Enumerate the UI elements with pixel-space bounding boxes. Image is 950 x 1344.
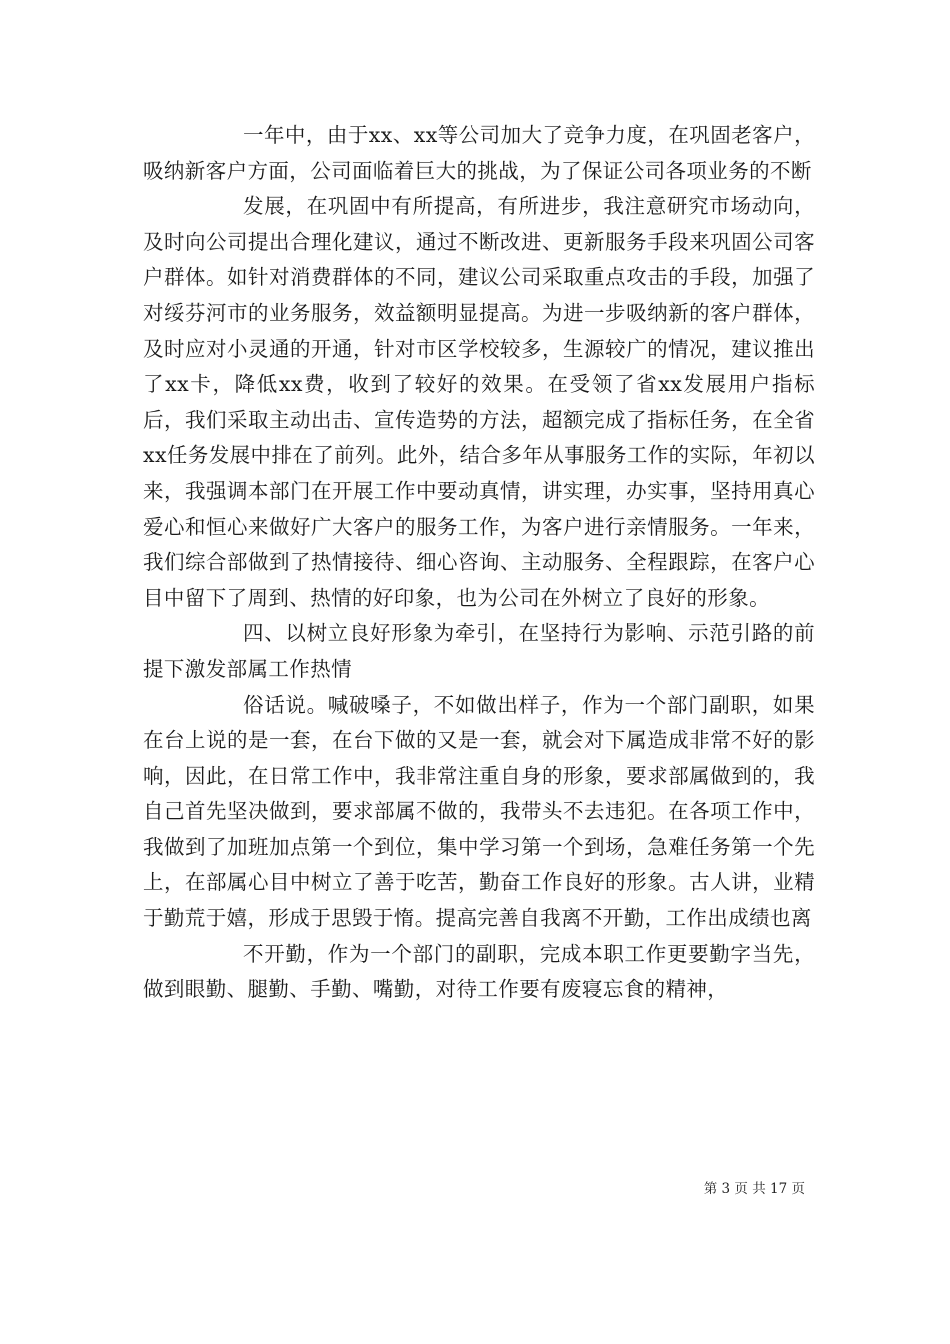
- section-heading: 四、以树立良好形象为牵引，在坚持行为影响、示范引路的前提下激发部属工作热情: [143, 621, 815, 681]
- paragraph: 发展，在巩固中有所提高，有所进步，我注意研究市场动向，及时向公司提出合理化建议，通过不断改进、更新服务手段来巩固公司客户群体。如针对消费群体的不同，建议公司采取重点攻击的手段，加强了对绥芬河市的业务服务，效益额明显提高。为进一步吸纳新的客户群体，及时应对小灵通的开通，针对市区学校较多，生源较广的情况，建议推出了xx卡，降低xx费，收到了较好的效果。在受领了省xx发展用户指标后，我们采取主动出击、宣传造势的方法，超额完成了指标任务，在全省xx任务发展中排在了前列。此外，结合多年从事服务工作的实际，年初以来，我强调本部门在开展工作中要动真情，讲实理，办实事，坚持用真心爱心和恒心来做好广大客户的服务工作，为客户进行亲情服务。一年来，我们综合部做到了热情接待、细心咨询、主动服务、全程跟踪，在客户心目中留下了周到、热情的好印象，也为公司在外树立了良好的形象。: [143, 194, 815, 610]
- paragraph: 不开勤，作为一个部门的副职，完成本职工作更要勤字当先，做到眼勤、腿勤、手勤、嘴勤，对待工作要有废寝忘食的精神，: [143, 941, 815, 1002]
- document-body: [143, 118, 815, 1008]
- paragraph: 俗话说。喊破嗓子，不如做出样子，作为一个部门副职，如果在台上说的是一套，在台下做的又是一套，就会对下属造成非常不好的影响，因此，在日常工作中，我非常注重自身的形象，要求部属做到的，我自己首先坚决做到，要求部属不做的，我带头不去违犯。在各项工作中，我做到了加班加点第一个到位，集中学习第一个到场，急难任务第一个先上，在部属心目中树立了善于吃苦，勤奋工作良好的形象。古人讲，业精于勤荒于嬉，形成于思毁于惰。提高完善自我离不开勤，工作出成绩也离: [143, 692, 815, 931]
- page-number: 第 3 页 共 17 页: [703, 1181, 805, 1197]
- paragraph: 一年中，由于xx、xx等公司加大了竞争力度，在巩固老客户，吸纳新客户方面，公司面临着巨大的挑战，为了保证公司各项业务的不断: [143, 123, 815, 183]
